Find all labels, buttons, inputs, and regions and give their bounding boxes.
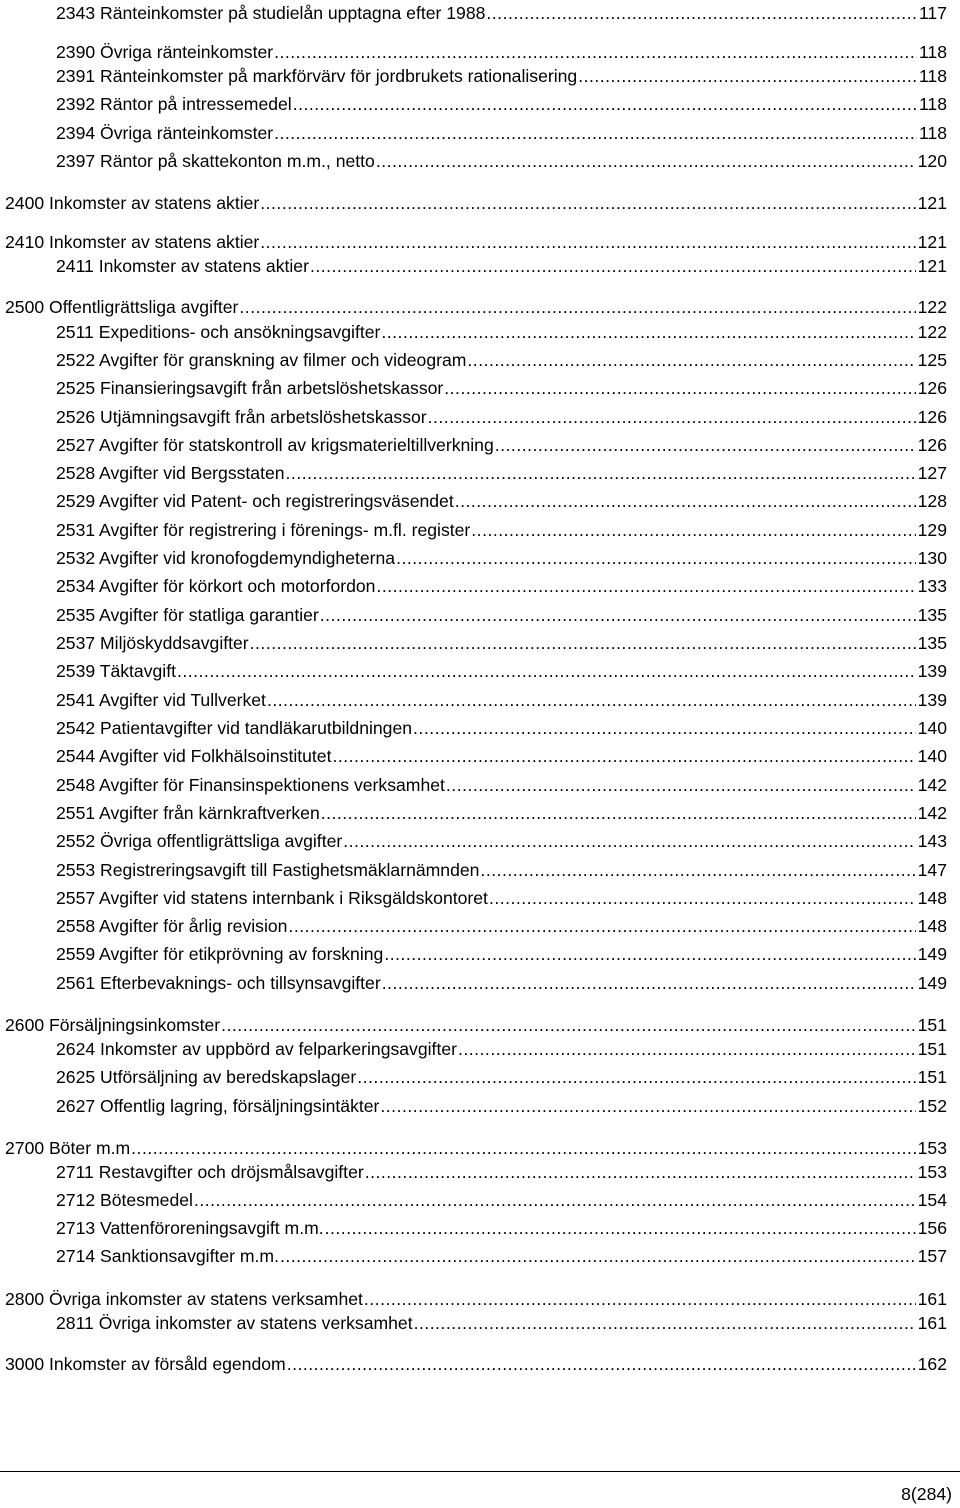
toc-entry-row <box>56 603 947 627</box>
toc-entry-page: 152 <box>917 1096 947 1116</box>
toc-entry-page: 122 <box>917 297 947 317</box>
dot-leader <box>239 295 915 319</box>
toc-entry-title: 2542 Patientavgifter vid tandläkarutbildningen <box>56 718 413 738</box>
toc-entry-title: 2529 Avgifter vid Patent- och registreringsväsendet <box>56 491 454 511</box>
dot-leader <box>250 631 916 655</box>
toc-entry-page: 151 <box>917 1015 947 1035</box>
toc-entry-page: 161 <box>917 1313 947 1333</box>
toc-entry-row <box>5 1287 947 1311</box>
page-number: 8(284) <box>901 1484 952 1504</box>
toc-entry-row <box>56 92 947 116</box>
toc-entry-row <box>56 858 947 882</box>
toc-entry-page: 154 <box>917 1190 947 1210</box>
toc-entry-row <box>56 40 947 64</box>
toc-entry-row <box>56 1094 947 1118</box>
toc-entry-title: 2511 Expeditions- och ansökningsavgifter <box>56 322 381 342</box>
toc-entry[interactable] <box>0 40 960 64</box>
toc-entry-page: 126 <box>917 407 947 427</box>
dot-leader <box>325 1216 916 1240</box>
toc-entry-page: 118 <box>918 94 947 114</box>
toc-entry-title: 2400 Inkomster av statens aktier <box>5 193 260 213</box>
toc-entry-title: 2392 Räntor på intressemedel <box>56 94 292 114</box>
toc-entry-page: 153 <box>917 1138 947 1158</box>
toc-entry-row <box>56 971 947 995</box>
toc-entry-row <box>56 461 947 485</box>
toc-entry-row <box>56 1311 947 1335</box>
toc-entry[interactable] <box>0 631 960 655</box>
toc-entry[interactable] <box>0 971 960 995</box>
dot-leader <box>471 518 915 542</box>
toc-entry-title: 2561 Efterbevaknings- och tillsynsavgifter <box>56 973 381 993</box>
dot-leader <box>274 40 917 64</box>
toc-entry[interactable] <box>0 1352 960 1376</box>
toc-entry-page: 148 <box>917 916 947 936</box>
toc-entry-row <box>56 433 947 457</box>
dot-leader <box>376 149 916 173</box>
toc-entry-page: 149 <box>917 973 947 993</box>
toc-entry-title: 2534 Avgifter för körkort och motorfordon <box>56 576 376 596</box>
toc-entry-row <box>56 348 947 372</box>
toc-entry-title: 2522 Avgifter för granskning av filmer och videogram <box>56 350 467 370</box>
toc-entry-page: 156 <box>917 1218 947 1238</box>
toc-entry-row <box>56 914 947 938</box>
toc-entry-row <box>56 64 947 88</box>
toc-entry[interactable] <box>0 376 960 400</box>
dot-leader <box>455 489 916 513</box>
toc-entry[interactable] <box>0 433 960 457</box>
toc-entry-page: 120 <box>917 151 947 171</box>
toc-entry-page: 121 <box>917 193 947 213</box>
toc-entry[interactable] <box>0 942 960 966</box>
toc-entry[interactable] <box>0 1216 960 1240</box>
toc-entry[interactable] <box>0 191 960 215</box>
dot-leader <box>332 744 915 768</box>
toc-entry[interactable] <box>0 254 960 278</box>
toc-entry[interactable] <box>0 744 960 768</box>
dot-leader <box>396 546 916 570</box>
dot-leader <box>458 1037 916 1061</box>
dot-leader <box>286 461 916 485</box>
toc-entry[interactable] <box>0 914 960 938</box>
toc-entry-row <box>56 376 947 400</box>
toc-entry-page: 139 <box>917 661 947 681</box>
dot-leader <box>578 64 917 88</box>
toc-entry-title: 2531 Avgifter för registrering i förenings- m.fl. register <box>56 520 471 540</box>
dot-leader <box>376 574 915 598</box>
toc-entry[interactable] <box>0 1188 960 1212</box>
toc-entry-page: 140 <box>917 718 947 738</box>
toc-entry-row <box>56 518 947 542</box>
toc-entry-title: 2500 Offentligrättsliga avgifter <box>5 297 239 317</box>
toc-entry[interactable] <box>0 1065 960 1089</box>
dot-leader <box>381 320 915 344</box>
toc-entry-page: 151 <box>917 1067 947 1087</box>
dot-leader <box>177 659 916 683</box>
toc-entry-page: 118 <box>918 66 947 86</box>
toc-entry[interactable] <box>0 1287 960 1311</box>
toc-entry-page: 135 <box>917 633 947 653</box>
toc-entry-title: 2343 Ränteinkomster på studielån upptagna efter 1988 <box>56 3 486 23</box>
toc-entry-title: 2551 Avgifter från kärnkraftverken <box>56 803 320 823</box>
toc-entry-page: 121 <box>917 256 947 276</box>
toc-entry-page: 118 <box>918 42 947 62</box>
toc-entry-title: 2539 Täktavgift <box>56 661 176 681</box>
toc-entry-page: 151 <box>917 1039 947 1059</box>
dot-leader <box>320 603 916 627</box>
footer-divider <box>0 1471 960 1472</box>
toc-entry-row <box>56 716 947 740</box>
dot-leader <box>280 1244 916 1268</box>
dot-leader <box>260 230 915 254</box>
toc-entry-page: 149 <box>917 944 947 964</box>
toc-entry-title: 2397 Räntor på skattekonton m.m., netto <box>56 151 375 171</box>
toc-entry-row <box>56 405 947 429</box>
toc-entry-row <box>56 1244 947 1268</box>
dot-leader <box>384 942 915 966</box>
toc-entry-page: 139 <box>917 690 947 710</box>
toc-entry-page: 147 <box>917 860 947 880</box>
toc-entry[interactable] <box>0 546 960 570</box>
toc-entry-page: 162 <box>917 1354 947 1374</box>
toc-entry-row <box>56 489 947 513</box>
toc-entry-row <box>56 254 947 278</box>
toc-entry-page: 126 <box>917 378 947 398</box>
toc-entry[interactable] <box>0 348 960 372</box>
toc-entry[interactable] <box>0 295 960 319</box>
toc-entry-title: 2700 Böter m.m <box>5 1138 131 1158</box>
toc-entry-row <box>5 1136 947 1160</box>
toc-entry-page: 142 <box>917 775 947 795</box>
toc-entry-row <box>56 574 947 598</box>
toc-entry[interactable] <box>0 574 960 598</box>
toc-entry[interactable] <box>0 1037 960 1061</box>
toc-entry-page: 148 <box>917 888 947 908</box>
toc-entry[interactable] <box>0 121 960 145</box>
toc-entry-title: 2548 Avgifter för Finansinspektionens verksamhet <box>56 775 445 795</box>
dot-leader <box>260 191 915 215</box>
toc-entry[interactable] <box>0 801 960 825</box>
dot-leader <box>274 121 917 145</box>
dot-leader <box>495 433 916 457</box>
toc-entry-page: 153 <box>917 1162 947 1182</box>
toc-entry-title: 2552 Övriga offentligrättsliga avgifter <box>56 831 343 851</box>
toc-entry-row <box>56 1216 947 1240</box>
toc-entry-title: 2553 Registreringsavgift till Fastighetsmäklarnämnden <box>56 860 480 880</box>
toc-entry-row <box>5 230 947 254</box>
toc-entry-row <box>56 631 947 655</box>
dot-leader <box>428 405 916 429</box>
dot-leader <box>267 688 916 712</box>
toc-entry-title: 2390 Övriga ränteinkomster <box>56 42 274 62</box>
toc-entry[interactable] <box>0 716 960 740</box>
toc-entry-row <box>56 1160 947 1184</box>
toc-entry-page: 135 <box>917 605 947 625</box>
toc-entry-title: 2391 Ränteinkomster på markförvärv för jordbrukets rationalisering <box>56 66 578 86</box>
toc-entry-title: 3000 Inkomster av försåld egendom <box>5 1354 286 1374</box>
toc-entry-page: 142 <box>917 803 947 823</box>
toc-entry-row <box>56 773 947 797</box>
dot-leader <box>364 1287 916 1311</box>
toc-entry-title: 2544 Avgifter vid Folkhälsoinstitutet <box>56 746 332 766</box>
toc-entry-row <box>56 659 947 683</box>
toc-entry-title: 2528 Avgifter vid Bergsstaten <box>56 463 285 483</box>
dot-leader <box>480 858 915 882</box>
toc-entry-page: 140 <box>917 746 947 766</box>
toc-entry[interactable] <box>0 603 960 627</box>
dot-leader <box>467 348 915 372</box>
dot-leader <box>221 1013 916 1037</box>
toc-entry-page: 133 <box>917 576 947 596</box>
toc-entry[interactable] <box>0 1244 960 1268</box>
toc-entry-title: 2525 Finansieringsavgift från arbetslöshetskassor <box>56 378 444 398</box>
toc-entry-title: 2624 Inkomster av uppbörd av felparkeringsavgifter <box>56 1039 457 1059</box>
toc-entry-row <box>5 1013 947 1037</box>
toc-entry-title: 2527 Avgifter för statskontroll av krigsmaterieltillverkning <box>56 435 494 455</box>
toc-entry-page: 129 <box>917 520 947 540</box>
toc-entry-row <box>56 546 947 570</box>
toc-entry-title: 2712 Bötesmedel <box>56 1190 193 1210</box>
dot-leader <box>287 1352 916 1376</box>
dot-leader <box>382 971 916 995</box>
dot-leader <box>321 801 916 825</box>
toc-entry-row <box>56 886 947 910</box>
toc-entry-title: 2559 Avgifter för etikprövning av forskning <box>56 944 384 964</box>
toc-entry-row <box>5 295 947 319</box>
toc-entry-row <box>56 801 947 825</box>
toc-entry[interactable] <box>0 461 960 485</box>
toc-entry[interactable] <box>0 659 960 683</box>
toc-entry-row <box>56 829 947 853</box>
toc-entry[interactable] <box>0 230 960 254</box>
toc-entry-row <box>56 1065 947 1089</box>
toc-entry[interactable] <box>0 829 960 853</box>
toc-entry-row <box>56 320 947 344</box>
toc-entry-page: 161 <box>917 1289 947 1309</box>
toc-entry[interactable] <box>0 518 960 542</box>
toc-entry-title: 2713 Vattenföroreningsavgift m.m. <box>56 1218 324 1238</box>
toc-entry-title: 2625 Utförsäljning av beredskapslager <box>56 1067 357 1087</box>
toc-entry[interactable] <box>0 1094 960 1118</box>
toc-entry[interactable] <box>0 1136 960 1160</box>
dot-leader <box>489 886 916 910</box>
toc-entry-title: 2627 Offentlig lagring, försäljningsintäkter <box>56 1096 380 1116</box>
toc-entry-row <box>5 191 947 215</box>
toc-entry-title: 2526 Utjämningsavgift från arbetslöshetskassor <box>56 407 427 427</box>
toc-entry-page: 157 <box>917 1246 947 1266</box>
toc-entry[interactable] <box>0 1 960 25</box>
toc-entry[interactable] <box>0 773 960 797</box>
dot-leader <box>357 1065 915 1089</box>
dot-leader <box>380 1094 915 1118</box>
toc-entry-title: 2711 Restavgifter och dröjsmålsavgifter <box>56 1162 364 1182</box>
toc-entry-row <box>56 1037 947 1061</box>
toc-entry-page: 143 <box>917 831 947 851</box>
toc-entry-row <box>56 942 947 966</box>
dot-leader <box>293 92 917 116</box>
toc-entry-row <box>56 149 947 173</box>
toc-entry[interactable] <box>0 64 960 88</box>
toc-entry[interactable] <box>0 1311 960 1335</box>
toc-entry-title: 2537 Miljöskyddsavgifter <box>56 633 249 653</box>
dot-leader <box>131 1136 915 1160</box>
toc-entry[interactable] <box>0 405 960 429</box>
toc-entry[interactable] <box>0 149 960 173</box>
toc-entry-title: 2811 Övriga inkomster av statens verksamhet <box>56 1313 413 1333</box>
toc-entry-page: 117 <box>918 3 947 23</box>
toc-entry-title: 2410 Inkomster av statens aktier <box>5 232 260 252</box>
toc-entry-title: 2558 Avgifter för årlig revision <box>56 916 288 936</box>
toc-entry[interactable] <box>0 1160 960 1184</box>
toc-entry-row <box>56 744 947 768</box>
dot-leader <box>414 1311 916 1335</box>
toc-entry[interactable] <box>0 320 960 344</box>
toc-entry-page: 130 <box>917 548 947 568</box>
toc-entry-title: 2535 Avgifter för statliga garantier <box>56 605 319 625</box>
toc-entry-title: 2714 Sanktionsavgifter m.m. <box>56 1246 279 1266</box>
dot-leader <box>486 1 917 25</box>
toc-entry-row <box>56 1 947 25</box>
toc-entry[interactable] <box>0 886 960 910</box>
dot-leader <box>413 716 916 740</box>
dot-leader <box>365 1160 916 1184</box>
toc-entry[interactable] <box>0 858 960 882</box>
dot-leader <box>310 254 916 278</box>
toc-entry[interactable] <box>0 1013 960 1037</box>
toc-entry-title: 2394 Övriga ränteinkomster <box>56 123 274 143</box>
dot-leader <box>444 376 915 400</box>
toc-entry-title: 2532 Avgifter vid kronofogdemyndigheterna <box>56 548 396 568</box>
toc-entry-title: 2411 Inkomster av statens aktier <box>56 256 309 276</box>
dot-leader <box>446 773 916 797</box>
toc-entry-title: 2557 Avgifter vid statens internbank i Riksgäldskontoret <box>56 888 488 908</box>
toc-entry-row <box>56 1188 947 1212</box>
toc-entry-page: 128 <box>917 491 947 511</box>
toc-entry-row <box>56 121 947 145</box>
dot-leader <box>288 914 915 938</box>
toc-entry-page: 126 <box>917 435 947 455</box>
dot-leader <box>343 829 915 853</box>
toc-entry-row <box>5 1352 947 1376</box>
toc-entry-title: 2541 Avgifter vid Tullverket <box>56 690 266 710</box>
toc-entry[interactable] <box>0 489 960 513</box>
toc-entry-page: 122 <box>917 322 947 342</box>
dot-leader <box>194 1188 916 1212</box>
toc-entry-row <box>56 688 947 712</box>
toc-entry-page: 125 <box>917 350 947 370</box>
toc-entry-page: 121 <box>917 232 947 252</box>
toc-entry-page: 127 <box>917 463 947 483</box>
toc-entry[interactable] <box>0 688 960 712</box>
toc-entry-title: 2800 Övriga inkomster av statens verksamhet <box>5 1289 363 1309</box>
toc-entry-page: 118 <box>918 123 947 143</box>
toc-entry-title: 2600 Försäljningsinkomster <box>5 1015 221 1035</box>
toc-entry[interactable] <box>0 92 960 116</box>
